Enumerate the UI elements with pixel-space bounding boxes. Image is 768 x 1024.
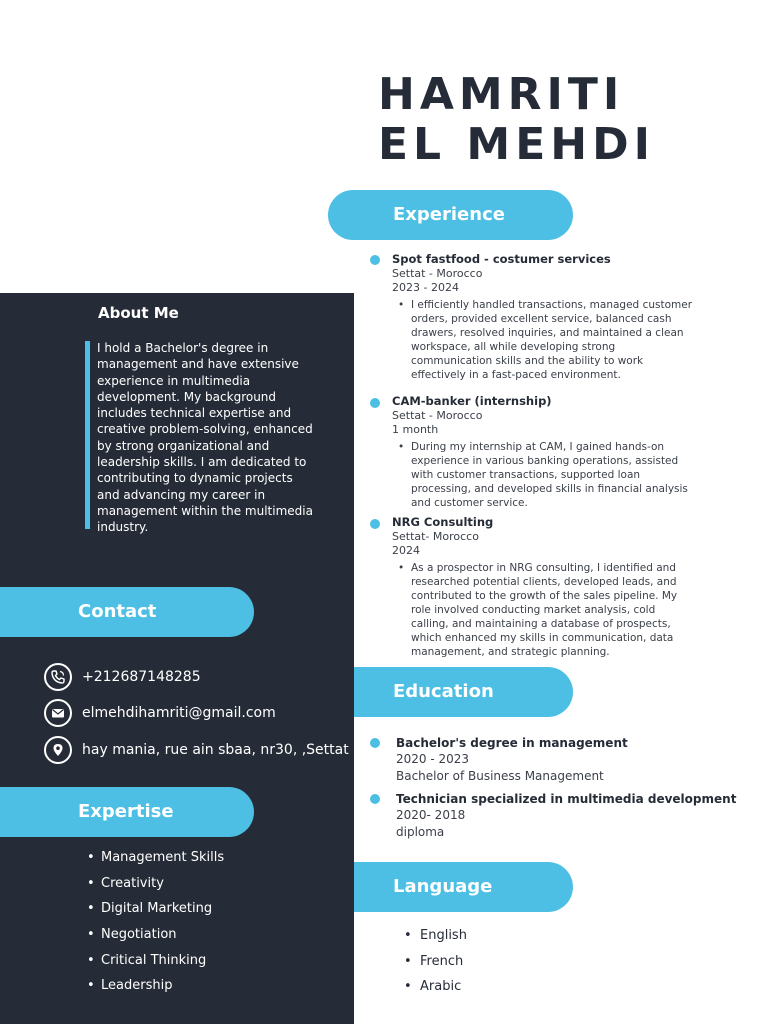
job-description: • As a prospector in NRG consulting, I identified and researched potential clients, developed leads, and contributed to the growth of the sales pipeline. My role involved conducting market analysis, cold calling, and maintaining a database of prospects, which enhanced my skills in communication, data management, and strategic planning. (392, 561, 692, 660)
language-heading: Language (354, 862, 573, 912)
expertise-list (85, 848, 224, 1002)
name-second-line: EL MEHDI (378, 119, 655, 170)
job-description: • During my internship at CAM, I gained hands-on experience in various banking operations, assisted with customer transactions, supported loan processing, and developed skills in financial analysis and customer service. (392, 440, 692, 510)
dot-icon (370, 738, 380, 748)
expertise-item: • Digital Marketing (85, 899, 224, 925)
phone-icon (44, 663, 72, 691)
education-detail: diploma (396, 824, 445, 839)
about-accent-bar (85, 341, 90, 529)
education-title: Technician specialized in multimedia development (396, 792, 737, 806)
language-list (404, 926, 467, 1003)
contact-address (44, 734, 349, 766)
about-heading: About Me (98, 304, 179, 322)
phone-text[interactable]: +212687148285 (82, 669, 201, 685)
contact-email (44, 697, 276, 729)
email-text[interactable]: elmehdihamriti@gmail.com (82, 705, 276, 721)
education-period: 2020 - 2023 (396, 752, 470, 766)
expertise-item: • Leadership (85, 976, 224, 1002)
name-first-line: HAMRITI (378, 69, 625, 120)
contact-heading: Contact (0, 587, 254, 637)
dot-icon (370, 255, 380, 265)
expertise-item: • Critical Thinking (85, 951, 224, 977)
education-detail: Bachelor of Business Management (396, 768, 604, 783)
address-text: hay mania, rue ain sbaa, nr30, ,Settat (82, 742, 349, 758)
job-entry (392, 394, 692, 510)
job-location: Settat- Morocco (392, 530, 479, 543)
education-title: Bachelor's degree in management (396, 736, 628, 750)
job-title: NRG Consulting (392, 515, 494, 529)
job-location: Settat - Morocco (392, 267, 483, 280)
experience-heading: Experience (328, 190, 573, 240)
language-item: • Arabic (404, 977, 467, 1003)
expertise-heading: Expertise (0, 787, 254, 837)
email-icon (44, 699, 72, 727)
location-pin-icon (44, 736, 72, 764)
job-period: 2024 (392, 544, 420, 558)
job-period: 2023 - 2024 (392, 281, 459, 295)
job-title: Spot fastfood - costumer services (392, 252, 611, 266)
about-text: I hold a Bachelor's degree in management and have extensive experience in multimedia development. My background includes technical expertise and creative problem-solving, enhanced by strong organizational and leadership skills. I am dedicated to contributing to dynamic projects and advancing my career in management within the multimedia industry. (97, 341, 313, 535)
contact-phone (44, 661, 201, 693)
job-period: 1 month (392, 423, 439, 437)
education-entry (396, 735, 726, 784)
expertise-item: • Management Skills (85, 848, 224, 874)
job-location: Settat - Morocco (392, 409, 483, 422)
job-description: • I efficiently handled transactions, managed customer orders, provided excellent service, balanced cash drawers, resolved inquiries, and maintained a clean workspace, all while developing strong communication skills and the ability to work effectively in a fast-paced environment. (392, 298, 692, 383)
dot-icon (370, 519, 380, 529)
language-item: • French (404, 952, 467, 978)
job-entry (392, 252, 692, 382)
resume-name (378, 70, 655, 170)
education-period: 2020- 2018 (396, 808, 466, 822)
education-heading: Education (354, 667, 573, 717)
education-entry (396, 791, 737, 840)
dot-icon (370, 794, 380, 804)
language-item: • English (404, 926, 467, 952)
dot-icon (370, 398, 380, 408)
expertise-item: • Negotiation (85, 925, 224, 951)
job-entry (392, 515, 692, 659)
job-title: CAM-banker (internship) (392, 394, 552, 408)
expertise-item: • Creativity (85, 874, 224, 900)
